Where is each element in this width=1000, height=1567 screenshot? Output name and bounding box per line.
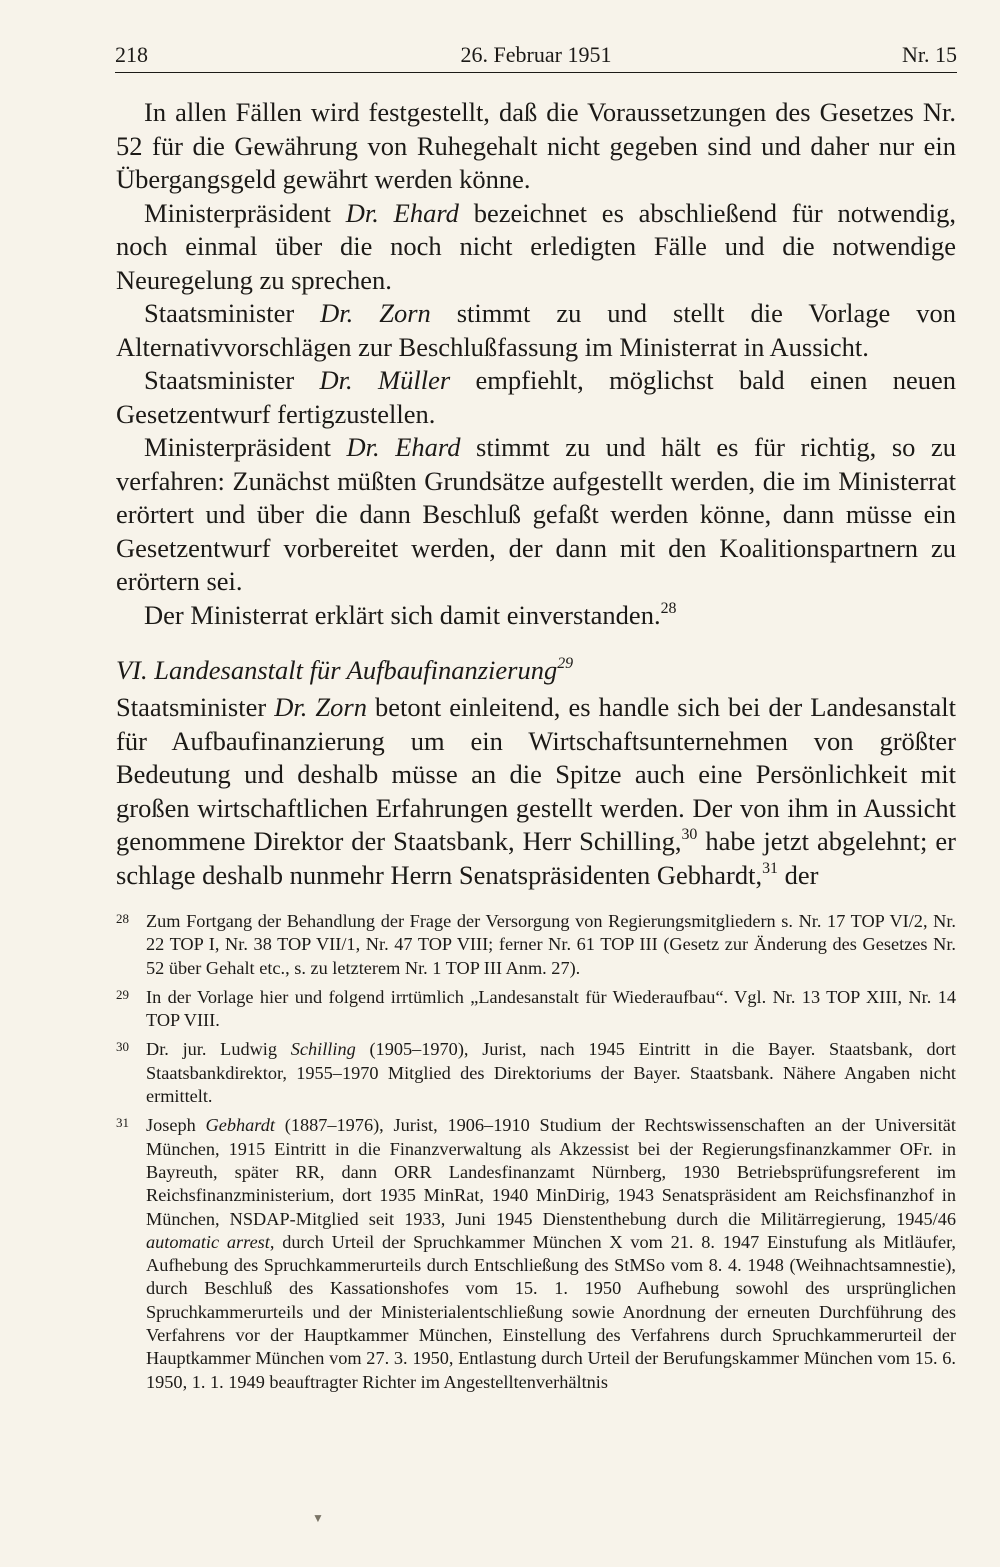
person-name: Dr. Zorn xyxy=(320,298,431,328)
footnote-number: 31 xyxy=(116,1115,129,1131)
person-name: Dr. Zorn xyxy=(274,692,367,722)
scan-mark: ▼ xyxy=(312,1511,324,1525)
header-date: 26. Februar 1951 xyxy=(460,42,612,67)
footnote-number: 28 xyxy=(116,911,129,926)
footnote-number: 29 xyxy=(116,986,129,1002)
footnote: 29 In der Vorlage hier und folgend irrtümlich „Landesanstalt für Wiederaufbau“. Vgl. Nr. 13 TOP XIII, Nr. 14 TOP VIII. xyxy=(116,986,956,1031)
paragraph: Staatsminister Dr. Zorn stimmt zu und stellt die Vorlage von Alternativvorschlägen zur Beschlußfassung im Ministerrat in Aussicht. xyxy=(116,298,956,362)
header-rule xyxy=(115,72,957,73)
footnote: 31 Joseph Gebhardt (1887–1976), Jurist, 1906–1910 Studium der Rechtswissenschaften an der Universität München, 1915 Eintritt in die Finanzverwaltung als Akzessist bei der Regierungsfinanzkammer OFr. in Bayreuth, später RR, dann ORR Landesfinanzamt Nürnberg, 1930 Betriebsprüfungsreferent im Reichsfinanzministerium, dort 1935 MinRat, 1940 MinDirig, 1943 Senatspräsident am Reichsfinanzhof in München, NSDAP-Mitglied seit 1933, Juni 1945 Dienstenthebung durch die Militärregierung, 1945/46 automatic arrest, durch Urteil der Spruchkammer München X vom 21. 8. 1947 Einstufung als Mitläufer, Aufhebung des Spruchkammerurteils durch Entschließung des StMSo vom 8. 4. 1948 (Weihnachtsamnestie), durch Beschluß des Kassationshofes vom 15. 1. 1950 Aufhebung sowohl des ursprünglichen Spruchkammerurteils und der Ministerialentschließung sowie Anordnung der erneuten Durchführung des Verfahrens vor der Hauptkammer München, Einstellung des Verfahrens durch Spruchkammerurteil der Hauptkammer München vom 27. 3. 1950, Entlastung durch Urteil der Berufungskammer München vom 15. 6. 1950, 1. 1. 1949 beauftragter Richter im Angestelltenverhältnis xyxy=(116,1115,956,1392)
footnote-ref[interactable]: 31 xyxy=(762,859,778,877)
page-number: 218 xyxy=(115,42,148,67)
footnote: 30 Dr. jur. Ludwig Schilling (1905–1970), Jurist, nach 1945 Eintritt in die Bayer. Staatsbank, dort Staatsbankdirektor, 1955–1970 Mitglied des Direktoriums der Bayer. Staatsbank. Nähere Angaben nicht ermittelt. xyxy=(116,1039,956,1107)
paragraph: Ministerpräsident Dr. Ehard bezeichnet es abschließend für notwendig, noch einmal über die noch nicht erledigten Fälle und die notwendige Neuregelung zu sprechen. xyxy=(116,197,956,295)
emphasis: automatic arrest xyxy=(146,1231,270,1252)
person-name: Gebhardt xyxy=(205,1115,275,1136)
paragraph: Der Ministerrat erklärt sich damit einverstanden.$^{28}$ xyxy=(144,599,677,630)
running-header xyxy=(115,36,957,72)
footnote-ref[interactable]: 29 xyxy=(557,654,574,672)
issue-number: Nr. 15 xyxy=(902,42,957,67)
person-name: Dr. Ehard xyxy=(345,197,459,228)
person-name: Dr. Ehard xyxy=(346,432,461,462)
section-heading: VI. Landesanstalt für Aufbaufinanzierung$^{29}$ xyxy=(116,654,574,685)
footnote: 28 Zum Fortgang der Behandlung der Frage der Versorgung von Regierungsmitgliedern s. Nr. 17 TOP VI/2, Nr. 22 TOP I, Nr. 38 TOP VII/1, Nr. 47 TOP VIII; ferner Nr. 61 TOP III (Gesetz zur Änderung des Gesetzes Nr. 52 über Gehalt etc., s. zu letzterem Nr. 1 TOP III Anm. 27). xyxy=(116,911,956,978)
paragraph: Staatsminister Dr. Müller empfiehlt, möglichst bald einen neuen Gesetzentwurf fertigzustellen. xyxy=(116,365,957,429)
person-name: Schilling xyxy=(290,1039,356,1060)
footnote-number: 30 xyxy=(116,1039,129,1055)
paragraph: In allen Fällen wird festgestellt, daß die Voraussetzungen des Gesetzes Nr. 52 für die Gewährung von Ruhegehalt nicht gegeben sind und daher nur ein Übergangsgeld gewährt werden könne. xyxy=(116,97,956,194)
footnote-ref[interactable]: 30 xyxy=(681,825,698,843)
paragraph: Ministerpräsident Dr. Ehard stimmt zu und hält es für richtig, so zu verfahren: Zunächst müßten Grundsätze aufgestellt werden, die im Ministerrat erörtert und über die dann Beschluß gefaßt werden könne, dann müsse ein Gesetzentwurf vorbereitet werden, der dann mit den Koalitionspartnern zu erörtern sei. xyxy=(116,432,956,596)
footnotes xyxy=(116,910,956,1400)
paragraph: Staatsminister Dr. Zorn betont einleitend, es handle sich bei der Landesanstalt für Aufbaufinanzierung um ein Wirtschaftsunternehmen von größter Bedeutung und deshalb müsse an die Spitze auch eine Persönlichkeit mit großen wirtschaftlichen Erfahrungen gestellt werden. Der von ihm in Aussicht genommene Direktor der Staatsbank, Herr Schilling,$^{30}$ habe jetzt abgelehnt; er schlage deshalb nunmehr Herrn Senatspräsidenten Gebhardt,$^{31}$ der xyxy=(116,692,956,890)
footnote-ref[interactable]: 28 xyxy=(660,599,677,617)
person-name: Dr. Müller xyxy=(319,365,451,395)
main-text xyxy=(116,96,956,892)
